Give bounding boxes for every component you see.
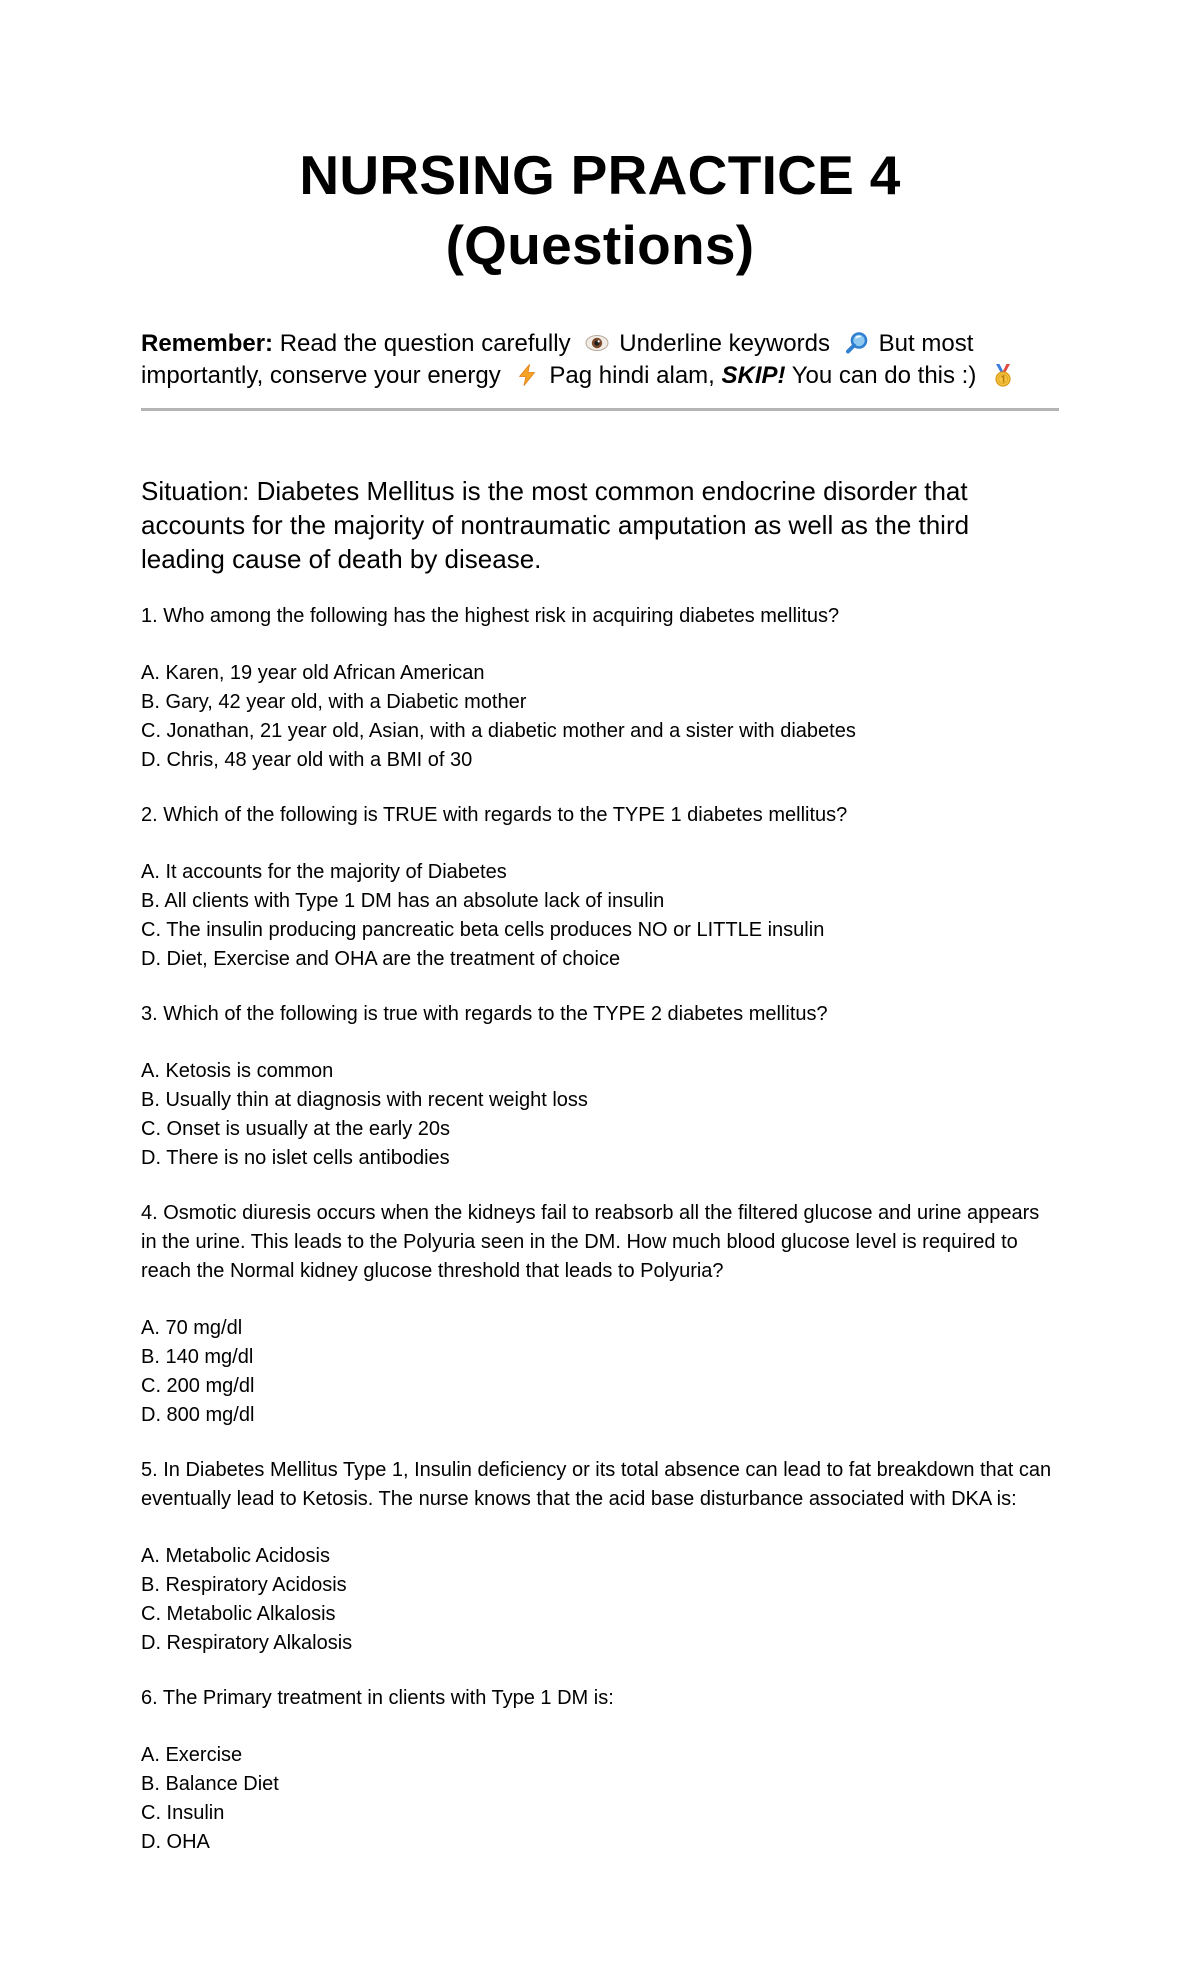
question-stem: 1. Who among the following has the highest risk in acquiring diabetes mellitus? [141, 605, 840, 627]
answer-option: A. 70 mg/dl [141, 1317, 243, 1339]
document-title: NURSING PRACTICE 4 (Questions) [299, 144, 901, 276]
answer-options [141, 1057, 1059, 1173]
answer-option: D. 800 mg/dl [141, 1404, 255, 1426]
answer-option: C. The insulin producing pancreatic beta cells produces NO or LITTLE insulin [141, 919, 825, 941]
question-stem: 5. In Diabetes Mellitus Type 1, Insulin deficiency or its total absence can lead to fat breakdown that can eventually lead to Ketosis. The nurse knows that the acid base disturbance associated with DKA is: [141, 1459, 1052, 1510]
answer-option: C. Metabolic Alkalosis [141, 1603, 336, 1625]
answer-option: B. 140 mg/dl [141, 1346, 254, 1368]
magnifier-icon [845, 331, 869, 355]
answer-option: A. Ketosis is common [141, 1060, 334, 1082]
answer-option: C. Onset is usually at the early 20s [141, 1118, 451, 1140]
reminder-label: Remember: [141, 330, 274, 357]
question-item [141, 1456, 1059, 1658]
answer-option: C. Jonathan, 21 year old, Asian, with a diabetic mother and a sister with diabetes [141, 720, 856, 742]
skip-emphasis: SKIP! [721, 362, 786, 389]
reminder-text-5: You can do this :) [785, 362, 977, 389]
situation-paragraph: Situation: Diabetes Mellitus is the most common endocrine disorder that accounts for the majority of nontraumatic amputation as well as the third leading cause of death by disease. [141, 476, 970, 574]
answer-option: B. Respiratory Acidosis [141, 1574, 347, 1596]
question-list [141, 602, 1059, 1857]
answer-option: B. Balance Diet [141, 1773, 279, 1795]
question-stem: 6. The Primary treatment in clients with Type 1 DM is: [141, 1687, 614, 1709]
answer-option: D. Diet, Exercise and OHA are the treatment of choice [141, 948, 621, 970]
question-item [141, 602, 1059, 775]
lightning-icon [515, 363, 539, 387]
question-stem: 4. Osmotic diuresis occurs when the kidneys fail to reabsorb all the filtered glucose and urine appears in the urine. This leads to the Polyuria seen in the DM. How much blood glucose level is required to reach the Normal kidney glucose threshold that leads to Polyuria? [141, 1202, 1040, 1282]
question-item [141, 1000, 1059, 1173]
question-item [141, 801, 1059, 974]
answer-options [141, 659, 1059, 775]
reminder-text-2: Underline keywords [619, 330, 830, 357]
answer-option: C. Insulin [141, 1802, 225, 1824]
answer-options [141, 1314, 1059, 1430]
question-stem: 2. Which of the following is TRUE with regards to the TYPE 1 diabetes mellitus? [141, 804, 848, 826]
question-item [141, 1684, 1059, 1857]
answer-option: D. There is no islet cells antibodies [141, 1147, 450, 1169]
reminder-text-3: But most importantly, conserve your energy [141, 330, 974, 389]
answer-options [141, 1741, 1059, 1857]
answer-option: B. All clients with Type 1 DM has an absolute lack of insulin [141, 890, 665, 912]
answer-option: A. Karen, 19 year old African American [141, 662, 485, 684]
answer-option: B. Usually thin at diagnosis with recent weight loss [141, 1089, 588, 1111]
section-divider [141, 408, 1059, 411]
answer-option: A. Metabolic Acidosis [141, 1545, 330, 1567]
answer-option: A. It accounts for the majority of Diabetes [141, 861, 507, 883]
answer-option: A. Exercise [141, 1744, 243, 1766]
answer-options [141, 858, 1059, 974]
answer-option: B. Gary, 42 year old, with a Diabetic mother [141, 691, 527, 713]
answer-options [141, 1542, 1059, 1658]
reminder-text-1: Read the question carefully [273, 330, 571, 357]
reminder-text-4: Pag hindi alam, [549, 362, 715, 389]
medal-icon [991, 363, 1015, 387]
answer-option: D. Chris, 48 year old with a BMI of 30 [141, 749, 473, 771]
reminder-note [141, 328, 1059, 392]
answer-option: C. 200 mg/dl [141, 1375, 255, 1397]
question-stem: 3. Which of the following is true with regards to the TYPE 2 diabetes mellitus? [141, 1003, 828, 1025]
answer-option: D. OHA [141, 1831, 210, 1853]
question-item [141, 1199, 1059, 1430]
answer-option: D. Respiratory Alkalosis [141, 1632, 353, 1654]
eye-icon [585, 331, 609, 355]
